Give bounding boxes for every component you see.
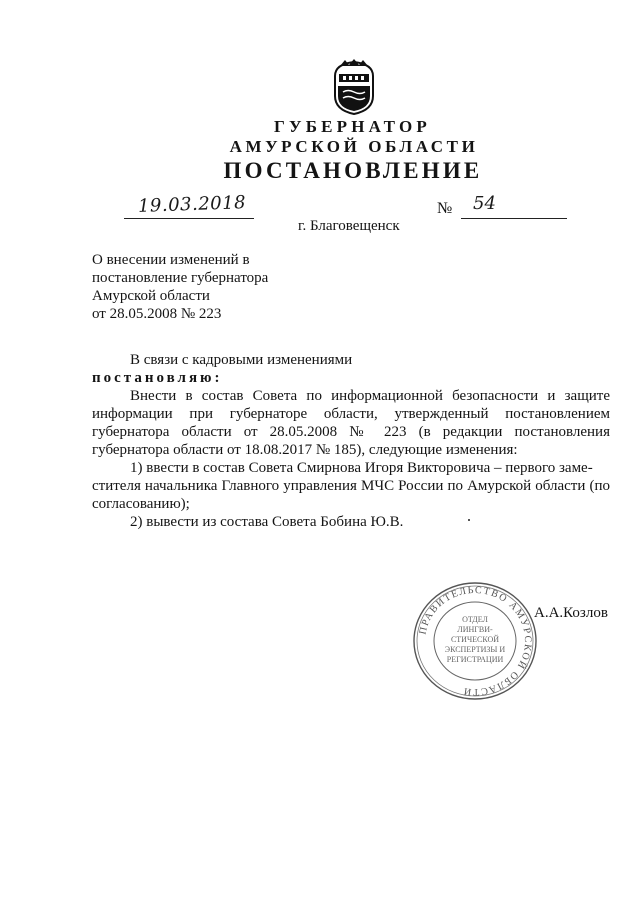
signatory-name: А.А.Козлов <box>534 605 608 621</box>
coat-of-arms-icon <box>331 58 377 116</box>
number-label: № <box>437 200 453 217</box>
decree-word: постановляю: <box>92 370 223 386</box>
stamp-center-line: РЕГИСТРАЦИИ <box>446 655 504 664</box>
list-item-1-first-line: 1) ввести в состав Совета Смирнова Игоря Викторовича – первого заме- <box>130 460 593 476</box>
list-item-1-continuation: стителя начальника Главного управления МЧС России по Амурской области (по согласованию); <box>92 478 610 512</box>
stamp-ring-text: ПРАВИТЕЛЬСТВО АМУРСКОЙ ОБЛАСТИ <box>417 584 534 698</box>
issuer-title: ГУБЕРНАТОР <box>274 117 431 136</box>
stamp-center-line: ОТДЕЛ <box>462 615 488 624</box>
subject-line: постановление губернатора <box>92 270 269 286</box>
stamp-center-line: ЭКСПЕРТИЗЫ И <box>444 645 506 654</box>
subject-block <box>92 251 268 323</box>
subject-line: Амурской области <box>92 288 210 304</box>
subject-line: О внесении изменений в <box>92 252 250 268</box>
speck <box>468 519 470 521</box>
document-type-title: ПОСТАНОВЛЕНИЕ <box>223 158 483 183</box>
issuer-region: АМУРСКОЙ ОБЛАСТИ <box>229 137 479 156</box>
handwritten-number: 54 <box>473 193 496 214</box>
main-paragraph: Внести в состав Совета по информационной безопасности и защите информации при губернаторе области, утвержденный постановлением губернатора области от 28.05.2008 № 223 (в редакции постановления губернатора области от 18.08.2017 № 185), следующие изменения: <box>92 388 610 458</box>
official-stamp-seal <box>411 580 539 702</box>
city-line: г. Благовещенск <box>298 218 400 234</box>
stamp-center-line: СТИЧЕСКОЙ <box>450 635 500 644</box>
list-item-2: 2) вывести из состава Совета Бобина Ю.В. <box>130 514 404 530</box>
handwritten-date: 19.03.2018 <box>137 192 247 217</box>
intro-line: В связи с кадровыми изменениями <box>130 352 353 368</box>
number-field <box>461 193 567 219</box>
date-field <box>124 192 254 219</box>
body-text <box>92 351 610 531</box>
stamp-center-line: ЛИНГВИ- <box>457 625 493 634</box>
subject-line: от 28.05.2008 № 223 <box>92 306 222 322</box>
